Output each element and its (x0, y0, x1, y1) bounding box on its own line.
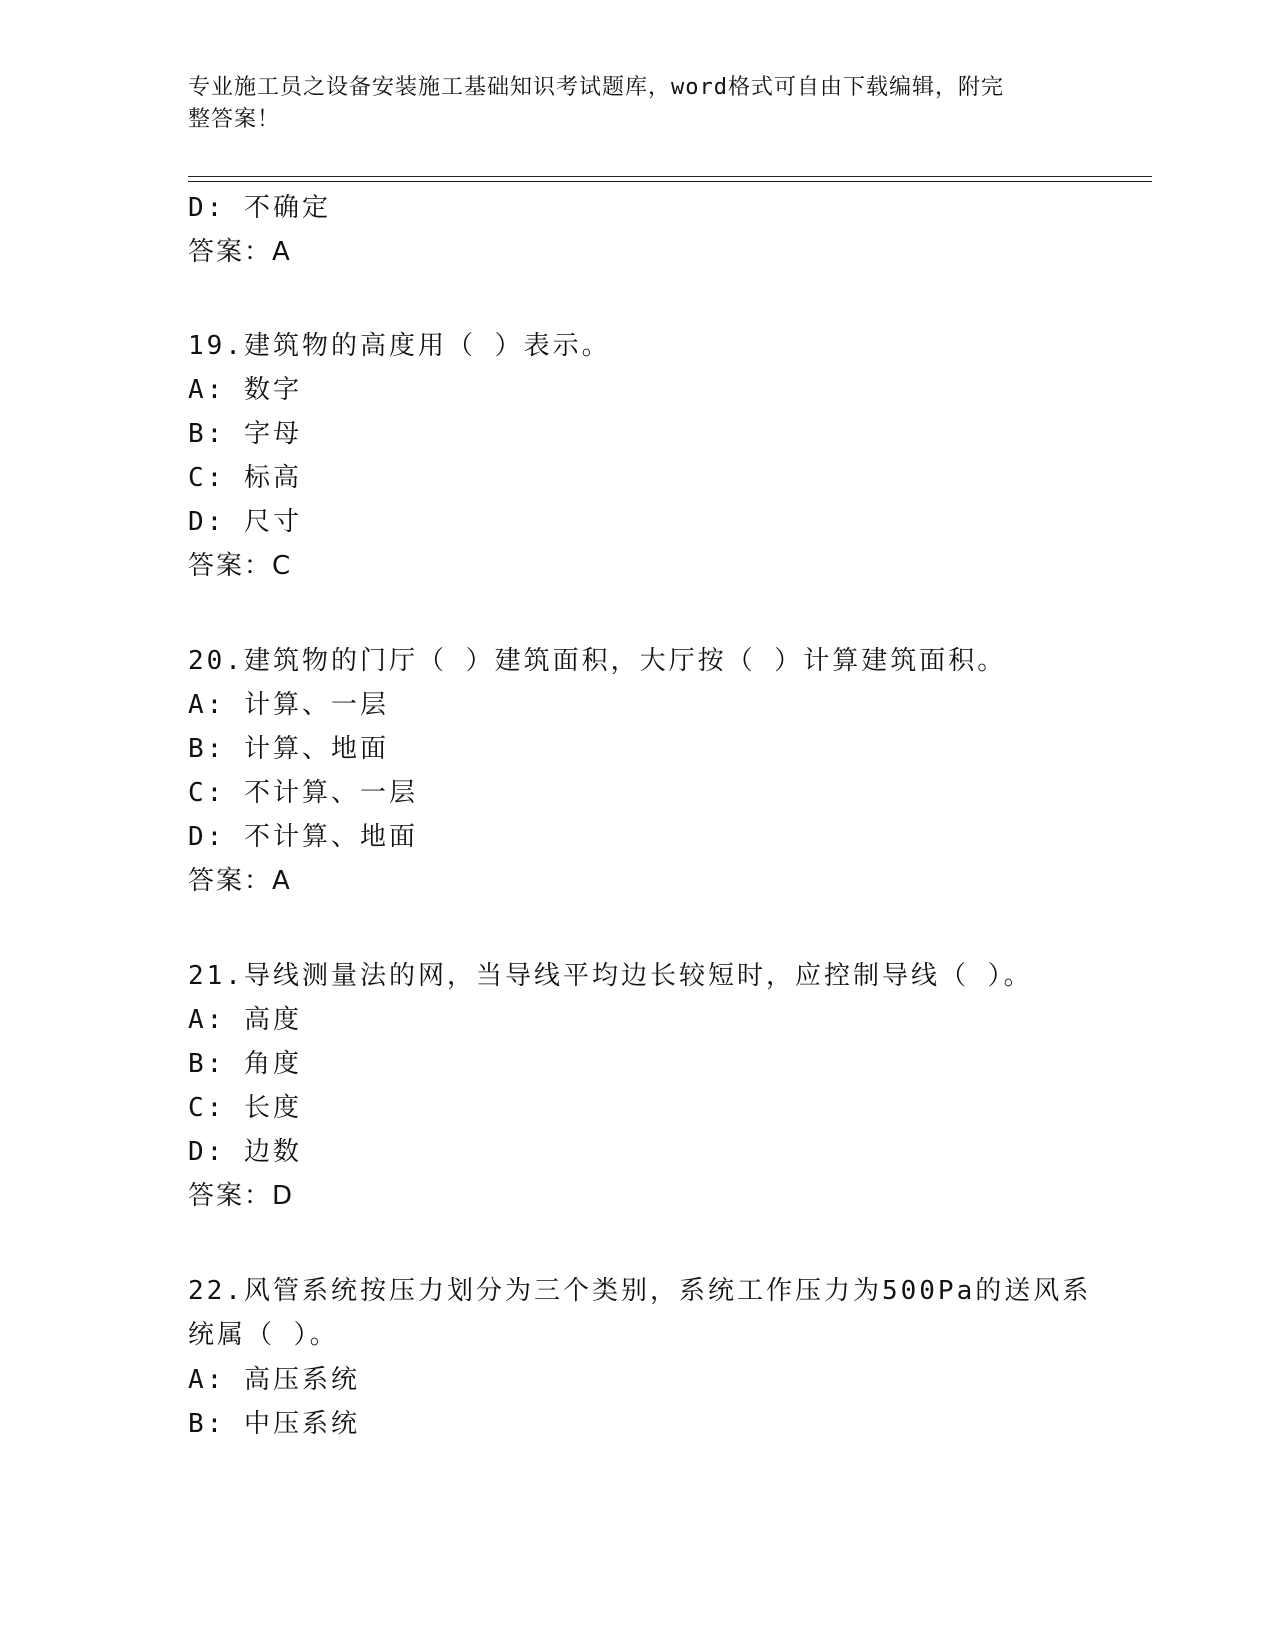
q22-stem-line-2: 统属（ ）。 (188, 1320, 339, 1350)
header-line-1: 专业施工员之设备安装施工基础知识考试题库，word格式可自由下载编辑，附完 (188, 75, 1004, 100)
q19-stem: 19.建筑物的高度用（ ）表示。 (188, 331, 611, 361)
q19-option-a: A: 数字 (188, 375, 302, 405)
q20-option-d: D: 不计算、地面 (188, 822, 418, 852)
q22-option-a: A: 高压系统 (188, 1365, 360, 1395)
q21-option-d: D: 边数 (188, 1137, 302, 1167)
q19-option-c: C: 标高 (188, 463, 302, 493)
header-divider-thick (188, 181, 1152, 182)
header-divider-thin (188, 176, 1152, 177)
q20-option-a: A: 计算、一层 (188, 690, 389, 720)
q20-answer: 答案：A (188, 866, 292, 896)
q20-stem: 20.建筑物的门厅（ ）建筑面积，大厅按（ ）计算建筑面积。 (188, 646, 1007, 676)
q21-option-c: C: 长度 (188, 1093, 302, 1123)
q21-answer: 答案：D (188, 1181, 295, 1211)
document-header (188, 72, 1068, 136)
q18-option-d: D: 不确定 (188, 193, 331, 223)
q21-stem: 21.导线测量法的网，当导线平均边长较短时，应控制导线（ ）。 (188, 961, 1033, 991)
q21-option-b: B: 角度 (188, 1049, 302, 1079)
header-line-2: 整答案！ (188, 107, 281, 132)
q22-option-b: B: 中压系统 (188, 1409, 360, 1439)
q20-option-b: B: 计算、地面 (188, 734, 389, 764)
q19-answer: 答案：C (188, 551, 293, 581)
q22-stem-line-1: 22.风管系统按压力划分为三个类别，系统工作压力为500Pa的送风系 (188, 1276, 1092, 1306)
q20-option-c: C: 不计算、一层 (188, 778, 418, 808)
q19-option-b: B: 字母 (188, 419, 302, 449)
q18-answer: 答案：A (188, 237, 292, 267)
q21-option-a: A: 高度 (188, 1005, 302, 1035)
q19-option-d: D: 尺寸 (188, 507, 302, 537)
